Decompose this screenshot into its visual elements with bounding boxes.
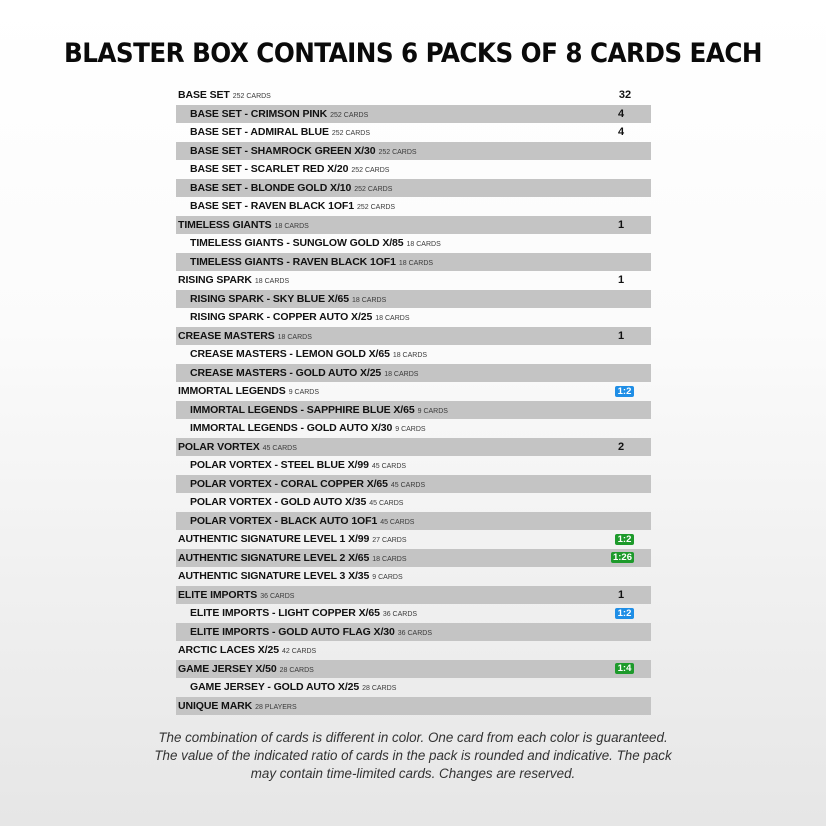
row-label <box>176 274 289 286</box>
parallel-row <box>176 160 651 179</box>
parallel-row <box>176 419 651 438</box>
card-count: 18 CARDS <box>375 315 410 322</box>
set-row <box>176 530 651 549</box>
card-set-name: BASE SET - SHAMROCK GREEN X/30 <box>190 144 376 157</box>
card-count: 18 CARDS <box>384 370 419 378</box>
card-count: 252 CARDS <box>331 130 371 137</box>
parallel-row <box>176 105 651 124</box>
card-count: 27 CARDS <box>372 537 407 544</box>
card-set-name: TIMELESS GIANTS - RAVEN BLACK 1OF1 <box>190 255 396 268</box>
row-label <box>176 681 396 693</box>
card-set-name: ELITE IMPORTS - LIGHT COPPER X/65 <box>190 607 380 619</box>
odds-badge: 1:2 <box>615 534 634 545</box>
card-count: 9 CARDS <box>417 407 448 415</box>
card-set-name: POLAR VORTEX <box>178 440 260 453</box>
card-set-name: BASE SET - BLONDE GOLD X/10 <box>190 181 352 194</box>
parallel-row <box>176 290 651 309</box>
card-count: 9 CARDS <box>288 389 320 396</box>
card-set-name: CREASE MASTERS - GOLD AUTO X/25 <box>190 366 382 379</box>
parallel-row <box>176 308 651 327</box>
card-count: 252 CARDS <box>351 167 390 174</box>
card-count: 18 CARDS <box>392 352 428 359</box>
card-set-name: RISING SPARK <box>178 274 252 286</box>
row-label <box>176 404 448 416</box>
row-label <box>176 552 407 564</box>
card-count: 18 CARDS <box>254 278 290 285</box>
set-row <box>176 271 651 290</box>
set-row <box>176 216 651 235</box>
row-label <box>176 700 297 712</box>
row-label <box>176 589 294 601</box>
card-set-name: POLAR VORTEX - CORAL COPPER X/65 <box>190 477 388 490</box>
disclaimer-line: The value of the indicated ratio of cards in the pack is rounded and indicative. The pack <box>154 748 672 763</box>
card-count: 252 CARDS <box>232 93 271 100</box>
parallel-row <box>176 142 651 161</box>
card-count: 28 CARDS <box>279 666 314 674</box>
disclaimer-line: may contain time-limited cards. Changes are reserved. <box>250 766 576 781</box>
row-label <box>176 607 417 619</box>
card-count: 45 CARDS <box>262 444 297 452</box>
page-title: BLASTER BOX CONTAINS 6 PACKS OF 8 CARDS EACH <box>64 38 762 69</box>
card-count: 18 CARDS <box>398 259 434 267</box>
card-set-name: POLAR VORTEX - BLACK AUTO 1OF1 <box>190 514 378 527</box>
card-set-name: POLAR VORTEX - STEEL BLUE X/99 <box>190 459 369 471</box>
parallel-row <box>176 179 651 198</box>
disclaimer-line: The combination of cards is different in color. One card from each color is guaranteed. <box>158 730 668 745</box>
row-label <box>176 663 314 675</box>
parallel-row <box>176 512 651 531</box>
quantity-per-box: 32 <box>618 89 632 101</box>
parallel-row <box>176 401 651 420</box>
card-count: 252 CARDS <box>330 111 369 119</box>
card-set-name: BASE SET - ADMIRAL BLUE <box>190 126 329 138</box>
quantity-per-box: 4 <box>617 126 625 138</box>
card-count: 36 CARDS <box>382 611 418 618</box>
quantity-per-box: 1 <box>617 588 625 601</box>
disclaimer <box>0 729 826 783</box>
set-row <box>176 86 651 105</box>
card-count: 252 CARDS <box>378 148 417 156</box>
card-set-name: UNIQUE MARK <box>178 699 253 712</box>
parallel-row <box>176 345 651 364</box>
card-set-name: CREASE MASTERS <box>178 329 275 342</box>
card-set-name: AUTHENTIC SIGNATURE LEVEL 2 X/65 <box>178 551 370 564</box>
card-count: 28 PLAYERS <box>255 703 297 711</box>
row-label <box>176 89 271 101</box>
card-set-name: AUTHENTIC SIGNATURE LEVEL 1 X/99 <box>178 533 370 545</box>
parallel-row <box>176 604 651 623</box>
row-label <box>176 422 426 434</box>
card-set-name: CREASE MASTERS - LEMON GOLD X/65 <box>190 348 390 360</box>
card-count: 18 CARDS <box>274 222 309 230</box>
card-set-name: RISING SPARK - COPPER AUTO X/25 <box>190 311 373 323</box>
card-set-name: ARCTIC LACES X/25 <box>178 644 279 656</box>
row-label <box>176 293 386 305</box>
card-set-name: TIMELESS GIANTS - SUNGLOW GOLD X/85 <box>190 237 404 249</box>
quantity-per-box: 4 <box>617 107 625 120</box>
parallel-row <box>176 623 651 642</box>
row-label <box>176 478 425 490</box>
row-label <box>176 385 319 397</box>
row-label <box>176 367 418 379</box>
card-set-name: ELITE IMPORTS <box>178 588 258 601</box>
card-set-name: IMMORTAL LEGENDS <box>178 385 286 397</box>
card-count: 45 CARDS <box>371 463 407 470</box>
set-row <box>176 327 651 346</box>
parallel-row <box>176 493 651 512</box>
row-label <box>176 515 414 527</box>
row-label <box>176 644 316 656</box>
card-count: 18 CARDS <box>277 333 312 341</box>
card-count: 9 CARDS <box>395 426 426 433</box>
card-set-name: POLAR VORTEX - GOLD AUTO X/35 <box>190 496 367 508</box>
row-label <box>176 145 417 157</box>
quantity-per-box: 2 <box>617 440 625 453</box>
card-set-name: BASE SET - SCARLET RED X/20 <box>190 163 349 175</box>
card-count: 9 CARDS <box>372 574 403 581</box>
row-label <box>176 200 395 212</box>
card-count: 28 CARDS <box>362 685 397 692</box>
card-count: 36 CARDS <box>397 629 432 637</box>
card-count: 45 CARDS <box>369 500 404 507</box>
row-label <box>176 626 432 638</box>
parallel-row <box>176 253 651 272</box>
odds-badge: 1:2 <box>615 386 634 397</box>
odds-table <box>176 86 651 715</box>
card-count: 18 CARDS <box>372 555 407 563</box>
card-count: 252 CARDS <box>354 185 393 193</box>
parallel-row <box>176 123 651 142</box>
parallel-row <box>176 475 651 494</box>
card-set-name: ELITE IMPORTS - GOLD AUTO FLAG X/30 <box>190 625 395 638</box>
parallel-row <box>176 456 651 475</box>
row-label <box>176 163 389 175</box>
set-row <box>176 660 651 679</box>
row-label <box>176 496 403 508</box>
card-count: 42 CARDS <box>281 648 317 655</box>
row-label <box>176 237 441 249</box>
row-label <box>176 256 433 268</box>
row-label <box>176 126 370 138</box>
card-count: 18 CARDS <box>406 241 441 248</box>
row-label <box>176 108 368 120</box>
card-count: 45 CARDS <box>390 481 426 489</box>
odds-badge: 1:4 <box>615 663 634 674</box>
card-count: 252 CARDS <box>356 204 396 211</box>
card-count: 36 CARDS <box>260 592 295 600</box>
parallel-row <box>176 234 651 253</box>
odds-badge: 1:2 <box>615 608 634 619</box>
set-row <box>176 549 651 568</box>
row-label <box>176 348 427 360</box>
row-label <box>176 311 409 323</box>
parallel-row <box>176 678 651 697</box>
row-label <box>176 182 392 194</box>
card-set-name: IMMORTAL LEGENDS - SAPPHIRE BLUE X/65 <box>190 403 415 416</box>
card-set-name: BASE SET - RAVEN BLACK 1OF1 <box>190 200 354 212</box>
card-set-name: AUTHENTIC SIGNATURE LEVEL 3 X/35 <box>178 570 370 582</box>
set-row <box>176 641 651 660</box>
odds-badge: 1:26 <box>612 552 632 563</box>
row-label <box>176 330 312 342</box>
set-row <box>176 438 651 457</box>
set-row <box>176 586 651 605</box>
quantity-per-box: 1 <box>617 274 625 286</box>
set-row <box>176 567 651 586</box>
card-set-name: TIMELESS GIANTS <box>178 218 272 231</box>
row-label <box>176 219 309 231</box>
set-row <box>176 382 651 401</box>
quantity-per-box: 1 <box>617 329 625 342</box>
quantity-per-box: 1 <box>617 218 625 231</box>
card-set-name: GAME JERSEY X/50 <box>178 662 277 675</box>
card-count: 18 CARDS <box>352 296 387 304</box>
card-set-name: RISING SPARK - SKY BLUE X/65 <box>190 292 350 305</box>
parallel-row <box>176 197 651 216</box>
row-label <box>176 533 407 545</box>
card-set-name: GAME JERSEY - GOLD AUTO X/25 <box>190 681 360 693</box>
set-row <box>176 697 651 716</box>
card-count: 45 CARDS <box>380 518 415 526</box>
row-label <box>176 459 406 471</box>
card-set-name: BASE SET - CRIMSON PINK <box>190 107 328 120</box>
parallel-row <box>176 364 651 383</box>
card-set-name: IMMORTAL LEGENDS - GOLD AUTO X/30 <box>190 422 393 434</box>
row-label <box>176 441 297 453</box>
row-label <box>176 570 403 582</box>
card-set-name: BASE SET <box>178 89 230 101</box>
